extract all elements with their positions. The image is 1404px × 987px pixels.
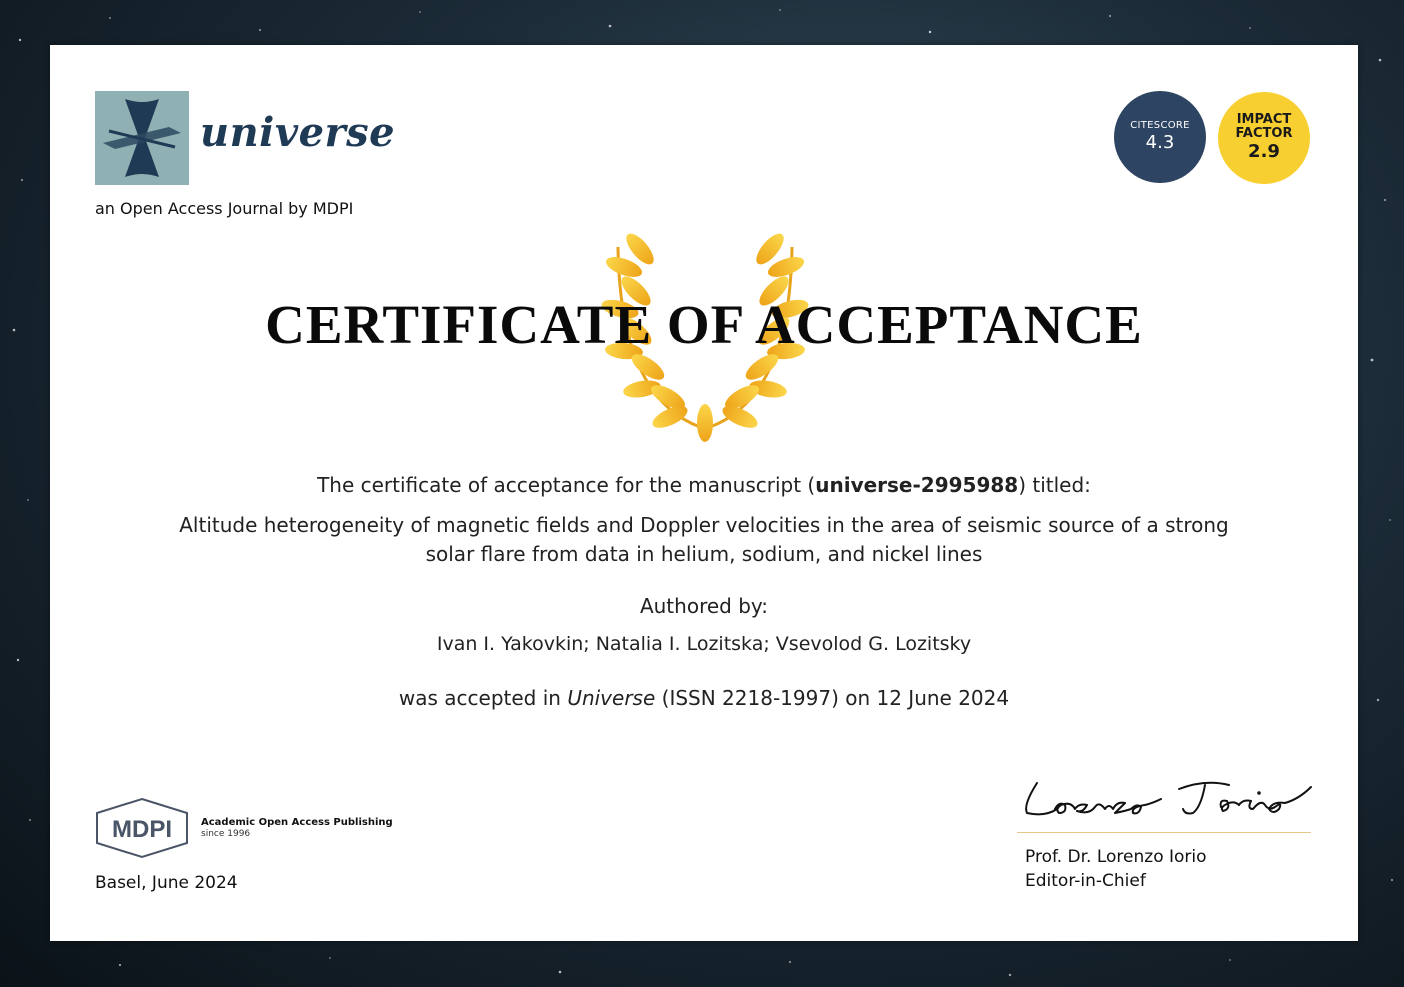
place-date: Basel, June 2024 (95, 873, 238, 893)
editor-role: Editor-in-Chief (1025, 871, 1146, 891)
accepted-journal: Universe (567, 686, 656, 710)
impact-label-line1: IMPACT (1236, 112, 1292, 127)
citescore-label: CITESCORE (1130, 120, 1190, 131)
certificate-title: CERTIFICATE OF ACCEPTANCE (265, 294, 1143, 355)
citescore-value: 4.3 (1145, 132, 1175, 153)
signature-divider (1017, 832, 1311, 833)
manuscript-title (50, 511, 1358, 569)
publisher-since: since 1996 (201, 829, 251, 839)
impact-factor-value: 2.9 (1248, 141, 1280, 162)
accepted-suffix: (ISSN 2218-1997) on 12 June 2024 (655, 686, 1010, 710)
publisher-tagline: Academic Open Access Publishing (201, 817, 393, 828)
certificate-card (50, 45, 1358, 941)
mdpi-logo (95, 797, 191, 859)
authored-by-label: Authored by: (639, 594, 769, 618)
universe-journal-logo (95, 91, 189, 185)
impact-factor-badge (1218, 92, 1310, 184)
citescore-badge (1114, 91, 1206, 183)
journal-name: universe (200, 109, 396, 156)
manuscript-id: universe-2995988 (815, 473, 1019, 497)
acceptance-statement (50, 686, 1358, 710)
accepted-prefix: was accepted in (398, 686, 568, 710)
manuscript-title-line2: solar flare from data in helium, sodium, and nickel lines (425, 542, 983, 566)
journal-tagline: an Open Access Journal by MDPI (95, 199, 354, 218)
intro-suffix: ) titled: (1018, 473, 1091, 497)
manuscript-title-line1: Altitude heterogeneity of magnetic fields and Doppler velocities in the area of seismic source of a strong (179, 513, 1229, 537)
mdpi-logo-text: MDPI (112, 816, 172, 843)
editor-signature (1015, 765, 1315, 830)
intro-prefix: The certificate of acceptance for the manuscript ( (317, 473, 816, 497)
editor-name: Prof. Dr. Lorenzo Iorio (1025, 847, 1207, 867)
authors-list: Ivan I. Yakovkin; Natalia I. Lozitska; Vsevolod G. Lozitsky (436, 633, 972, 655)
intro-line (50, 473, 1358, 497)
impact-label-line2: FACTOR (1235, 126, 1293, 141)
